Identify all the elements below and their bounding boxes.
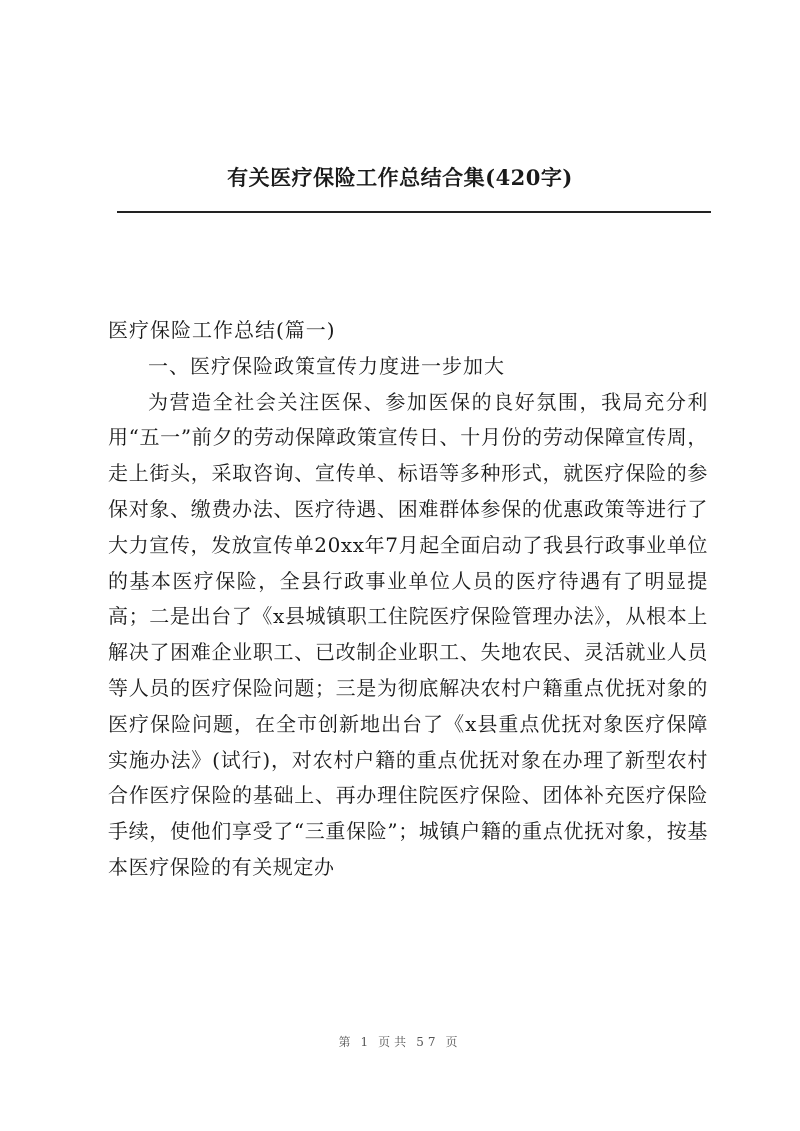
page-label-middle: 页共: [378, 1035, 411, 1049]
document-body: [108, 313, 708, 886]
page-footer: [0, 1033, 800, 1050]
subheading: 一、医疗保险政策宣传力度进一步加大: [148, 353, 505, 378]
body-paragraph: 为营造全社会关注医保、参加医保的良好氛围，我局充分利用“五一”前夕的劳动保障政策宣传日、十月份的劳动保障宣传周，走上街头，采取咨询、宣传单、标语等多种形式，就医疗保险的参保对象、缴费办法、医疗待遇、困难群体参保的优惠政策等进行了大力宣传，发放宣传单20xx年7月起全面启动了我县行政事业单位的基本医疗保险，全县行政事业单位人员的医疗待遇有了明显提高；二是出台了《x县城镇职工住院医疗保险管理办法》，从根本上解决了困难企业职工、已改制企业职工、失地农民、灵活就业人员等人员的医疗保险问题；三是为彻底解决农村户籍重点优抚对象的医疗保险问题，在全市创新地出台了《x县重点优抚对象医疗保障实施办法》(试行)，对农村户籍的重点优抚对象在办理了新型农村合作医疗保险的基础上、再办理住院医疗保险、团体补充医疗保险手续，使他们享受了“三重保险”；城镇户籍的重点优抚对象，按基本医疗保险的有关规定办: [108, 389, 708, 879]
current-page-number: 1: [360, 1035, 373, 1049]
page-label-suffix: 页: [445, 1035, 462, 1049]
total-pages-number: 57: [416, 1035, 440, 1049]
document-title: 有关医疗保险工作总结合集(420字): [227, 165, 573, 190]
title-divider: [117, 211, 711, 213]
section-heading: 医疗保险工作总结(篇一): [108, 318, 336, 342]
page-label-prefix: 第: [338, 1035, 355, 1049]
